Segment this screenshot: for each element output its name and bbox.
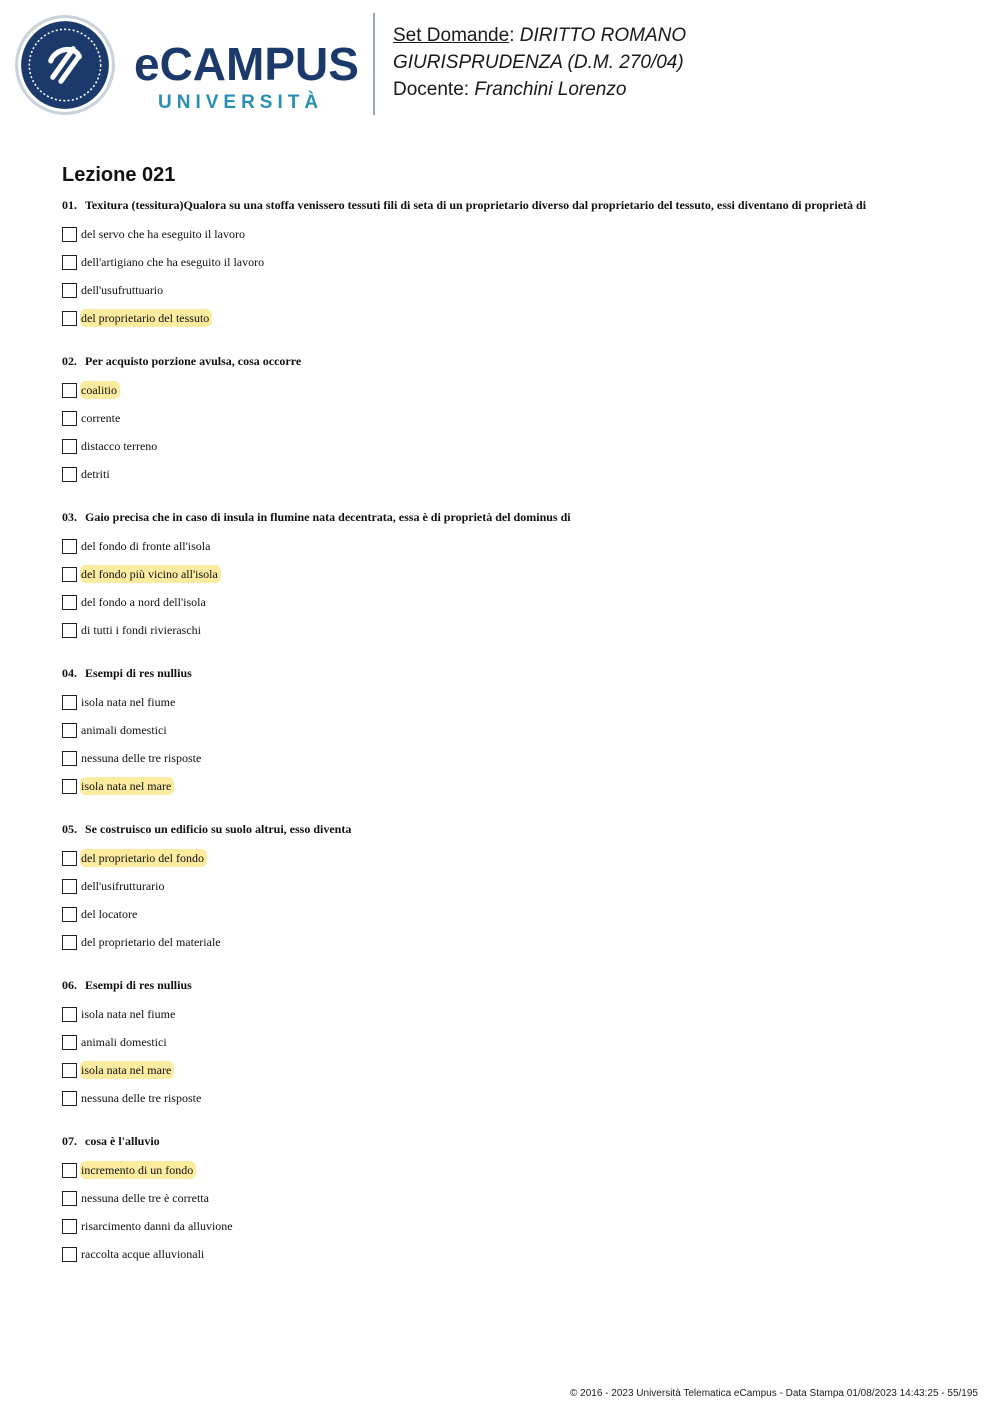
option-label: animali domestici bbox=[81, 723, 167, 737]
checkbox[interactable] bbox=[62, 1247, 77, 1262]
teacher-label: Docente: bbox=[393, 79, 470, 100]
answer-option-highlighted[interactable] bbox=[62, 376, 962, 404]
option-label: nessuna delle tre risposte bbox=[81, 751, 202, 765]
option-label: dell'usifrutturario bbox=[81, 879, 165, 893]
checkbox[interactable] bbox=[62, 255, 77, 270]
teacher-line bbox=[393, 76, 686, 103]
question-body: cosa è l'alluvio bbox=[85, 1134, 160, 1148]
answer-option[interactable] bbox=[62, 460, 962, 488]
answer-option[interactable] bbox=[62, 588, 962, 616]
answer-option[interactable] bbox=[62, 616, 962, 644]
checkbox[interactable] bbox=[62, 383, 77, 398]
answer-option[interactable] bbox=[62, 872, 962, 900]
question-body: Texitura (tessitura)Qualora su una stoffa venissero tessuti fili di seta di un proprietario diverso dal proprietario del tessuto, essi diventano di proprietà di bbox=[85, 198, 867, 212]
answer-option-highlighted[interactable] bbox=[62, 560, 962, 588]
question-block bbox=[62, 976, 962, 1112]
checkbox[interactable] bbox=[62, 935, 77, 950]
question-body: Se costruisco un edificio su suolo altrui, esso diventa bbox=[85, 822, 352, 836]
option-label: isola nata nel fiume bbox=[81, 695, 176, 709]
svg-text:UNIVERSITÀ: UNIVERSITÀ bbox=[158, 92, 324, 113]
answer-option-highlighted[interactable] bbox=[62, 304, 962, 332]
option-label: del locatore bbox=[81, 907, 138, 921]
lesson-title: Lezione 021 bbox=[62, 164, 176, 186]
question-body: Gaio precisa che in caso di insula in flumine nata decentrata, essa è di proprietà del dominus di bbox=[85, 510, 571, 524]
set-label: Set Domande bbox=[393, 25, 510, 46]
question-text bbox=[62, 976, 962, 994]
question-number: 03. bbox=[62, 510, 77, 524]
question-body: Esempi di res nullius bbox=[85, 666, 192, 680]
answer-option[interactable] bbox=[62, 532, 962, 560]
answer-option[interactable] bbox=[62, 900, 962, 928]
question-block bbox=[62, 820, 962, 956]
course-name: GIURISPRUDENZA (D.M. 270/04) bbox=[393, 52, 684, 73]
option-label: incremento di un fondo bbox=[80, 1161, 196, 1179]
question-body: Esempi di res nullius bbox=[85, 978, 192, 992]
option-label: isola nata nel fiume bbox=[81, 1007, 176, 1021]
checkbox[interactable] bbox=[62, 1063, 77, 1078]
option-label: raccolta acque alluvionali bbox=[81, 1247, 205, 1261]
option-label: detriti bbox=[81, 467, 110, 481]
option-label: del proprietario del fondo bbox=[80, 849, 207, 867]
option-label: animali domestici bbox=[81, 1035, 167, 1049]
set-line: Set Domande: DIRITTO ROMANO bbox=[393, 25, 687, 46]
question-text bbox=[62, 820, 962, 838]
checkbox[interactable] bbox=[62, 1007, 77, 1022]
checkbox[interactable] bbox=[62, 567, 77, 582]
ecampus-seal-logo bbox=[14, 14, 116, 116]
answer-option[interactable] bbox=[62, 1084, 962, 1112]
question-number: 04. bbox=[62, 666, 77, 680]
option-label: risarcimento danni da alluvione bbox=[81, 1219, 233, 1233]
answer-option[interactable] bbox=[62, 1000, 962, 1028]
checkbox[interactable] bbox=[62, 695, 77, 710]
question-text bbox=[62, 508, 962, 526]
checkbox[interactable] bbox=[62, 1191, 77, 1206]
checkbox[interactable] bbox=[62, 595, 77, 610]
answer-option[interactable] bbox=[62, 716, 962, 744]
set-value: DIRITTO ROMANO bbox=[519, 25, 687, 46]
option-label: del fondo di fronte all'isola bbox=[81, 539, 211, 553]
teacher-name: Franchini Lorenzo bbox=[474, 79, 627, 100]
answer-option[interactable] bbox=[62, 220, 962, 248]
question-body: Per acquisto porzione avulsa, cosa occorre bbox=[85, 354, 302, 368]
question-text bbox=[62, 196, 962, 214]
checkbox[interactable] bbox=[62, 1091, 77, 1106]
question-number: 07. bbox=[62, 1134, 77, 1148]
checkbox[interactable] bbox=[62, 1163, 77, 1178]
answer-option[interactable] bbox=[62, 744, 962, 772]
option-label: dell'artigiano che ha eseguito il lavoro bbox=[81, 255, 265, 269]
question-number: 05. bbox=[62, 822, 77, 836]
answer-option[interactable] bbox=[62, 928, 962, 956]
answer-option-highlighted[interactable] bbox=[62, 772, 962, 800]
checkbox[interactable] bbox=[62, 1219, 77, 1234]
option-label: dell'usufruttuario bbox=[81, 283, 164, 297]
question-block bbox=[62, 196, 962, 332]
checkbox[interactable] bbox=[62, 907, 77, 922]
checkbox[interactable] bbox=[62, 879, 77, 894]
header-divider bbox=[373, 13, 375, 115]
question-list bbox=[62, 196, 962, 1288]
checkbox[interactable] bbox=[62, 439, 77, 454]
option-label: del fondo più vicino all'isola bbox=[80, 565, 221, 583]
question-text bbox=[62, 664, 962, 682]
checkbox[interactable] bbox=[62, 539, 77, 554]
option-label: nessuna delle tre risposte bbox=[81, 1091, 202, 1105]
checkbox[interactable] bbox=[62, 851, 77, 866]
checkbox[interactable] bbox=[62, 311, 77, 326]
answer-option[interactable] bbox=[62, 248, 962, 276]
question-number: 01. bbox=[62, 198, 77, 212]
answer-option[interactable] bbox=[62, 276, 962, 304]
checkbox[interactable] bbox=[62, 779, 77, 794]
answer-option-highlighted[interactable] bbox=[62, 844, 962, 872]
option-label: corrente bbox=[81, 411, 121, 425]
option-label: del proprietario del tessuto bbox=[80, 309, 212, 327]
checkbox[interactable] bbox=[62, 751, 77, 766]
question-text bbox=[62, 352, 962, 370]
checkbox[interactable] bbox=[62, 283, 77, 298]
svg-text:eCAMPUS: eCAMPUS bbox=[134, 38, 359, 90]
question-block bbox=[62, 664, 962, 800]
question-block bbox=[62, 1132, 962, 1268]
page-header bbox=[0, 0, 1000, 130]
question-number: 06. bbox=[62, 978, 77, 992]
option-label: del proprietario del materiale bbox=[81, 935, 221, 949]
option-label: di tutti i fondi rivieraschi bbox=[81, 623, 201, 637]
question-block bbox=[62, 508, 962, 644]
question-number: 02. bbox=[62, 354, 77, 368]
answer-option[interactable] bbox=[62, 1184, 962, 1212]
option-label: del servo che ha eseguito il lavoro bbox=[81, 227, 245, 241]
option-label: del fondo a nord dell'isola bbox=[81, 595, 206, 609]
checkbox[interactable] bbox=[62, 623, 77, 638]
answer-option[interactable] bbox=[62, 1028, 962, 1056]
checkbox[interactable] bbox=[62, 1035, 77, 1050]
option-label: coalitio bbox=[80, 381, 120, 399]
answer-option[interactable] bbox=[62, 404, 962, 432]
answer-option-highlighted[interactable] bbox=[62, 1056, 962, 1084]
checkbox[interactable] bbox=[62, 467, 77, 482]
checkbox[interactable] bbox=[62, 723, 77, 738]
answer-option[interactable] bbox=[62, 1240, 962, 1268]
page-footer: © 2016 - 2023 Università Telematica eCampus - Data Stampa 01/08/2023 14:43:25 - 55/195 bbox=[570, 1388, 978, 1399]
ecampus-wordmark-logo bbox=[134, 38, 359, 114]
checkbox[interactable] bbox=[62, 227, 77, 242]
option-label: nessuna delle tre è corretta bbox=[81, 1191, 209, 1205]
answer-option[interactable] bbox=[62, 688, 962, 716]
question-text bbox=[62, 1132, 962, 1150]
question-block bbox=[62, 352, 962, 488]
option-label: isola nata nel mare bbox=[80, 777, 174, 795]
answer-option[interactable] bbox=[62, 1212, 962, 1240]
answer-option-highlighted[interactable] bbox=[62, 1156, 962, 1184]
option-label: distacco terreno bbox=[81, 439, 158, 453]
checkbox[interactable] bbox=[62, 411, 77, 426]
option-label: isola nata nel mare bbox=[80, 1061, 174, 1079]
header-info bbox=[393, 22, 686, 103]
answer-option[interactable] bbox=[62, 432, 962, 460]
